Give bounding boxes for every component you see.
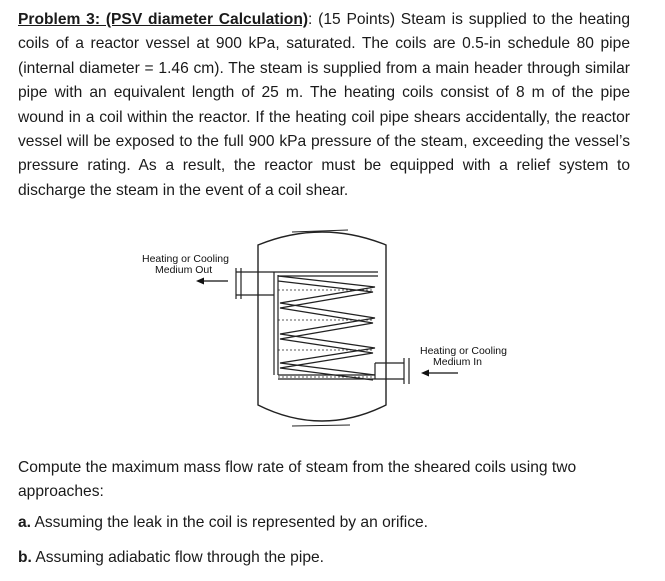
label-out-line2: Medium Out xyxy=(155,264,213,276)
option-b xyxy=(18,549,324,567)
label-in-line1: Heating or Cooling xyxy=(420,345,507,357)
problem-body: : (15 Points) Steam is supplied to the heating coils of a reactor vessel at 900 kPa, saturated. The coils are 0.5-in schedule 80 pipe (internal diameter = 1.46 cm). The steam is supplied from a main header through similar pipe with an equivalent length of 25 m. The heating coils consist of 8 m of the pipe wound in a coil within the reactor. If the heating coil pipe shears accidentally, the reactor vessel will be exposed to the full 900 kPa pressure of the steam, exceeding the vessel’s pressure rating. As a result, the reactor must be equipped with a relief system to discharge the steam in the event of a coil shear. xyxy=(18,11,630,199)
out-arrow-head xyxy=(196,278,204,285)
heating-coil xyxy=(278,276,375,380)
in-arrow-head xyxy=(421,370,429,377)
label-in-line2: Medium In xyxy=(433,356,483,368)
option-a-label: a. xyxy=(18,514,32,531)
option-b-text: Assuming adiabatic flow through the pipe. xyxy=(31,549,324,566)
label-out-line1: Heating or Cooling xyxy=(142,253,229,265)
option-b-label: b. xyxy=(18,549,32,566)
problem-statement xyxy=(18,8,630,203)
reactor-coil-diagram xyxy=(0,215,665,445)
option-a-text: Assuming the leak in the coil is represented by an orifice. xyxy=(31,514,429,531)
question-text: Compute the maximum mass flow rate of steam from the sheared coils using two approaches: xyxy=(18,459,577,500)
problem-title: Problem 3: (PSV diameter Calculation) xyxy=(18,11,309,28)
option-a xyxy=(18,514,428,532)
